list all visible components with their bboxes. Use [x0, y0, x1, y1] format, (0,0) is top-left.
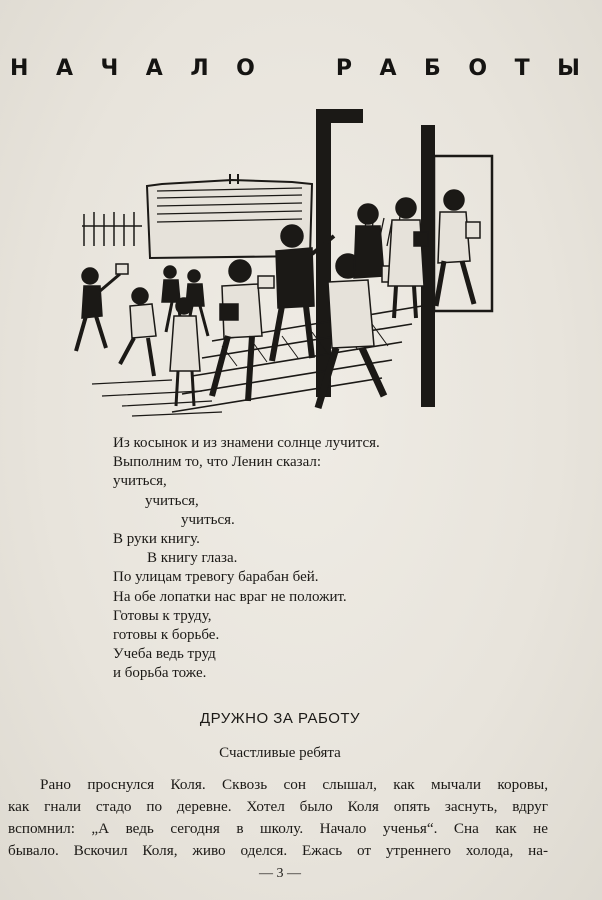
poem-line: На обе лопатки нас враг не положит. — [113, 588, 347, 605]
heading-letter: Т — [514, 56, 540, 81]
heading-letter: Л — [190, 56, 219, 81]
poem-line: готовы к борьбе. — [113, 627, 220, 644]
poem-line: Учеба ведь труд — [113, 646, 216, 663]
poem-line: В руки книгу. — [113, 531, 200, 548]
prose-line: Рано проснулся Коля. Сквозь сон слышал, как мычали коровы, — [40, 776, 548, 793]
heading-letter: О — [236, 56, 265, 81]
woodcut-illustration — [62, 96, 502, 426]
heading-letter: Ы — [557, 56, 590, 81]
heading-letter: Н — [10, 56, 39, 81]
prose-line: как гнали стадо по деревне. Хотел было Коля опять заснуть, вдруг — [8, 798, 548, 815]
poem-line: Готовы к труду, — [113, 607, 212, 624]
section-title: ДРУЖНО ЗА РАБОТУ — [199, 710, 361, 727]
boy-in-doorway — [436, 190, 480, 306]
poem-line: Из косынок и из знамени солнце лучится. — [113, 435, 380, 451]
heading-letter: А — [55, 56, 83, 81]
heading-letter: Ч — [100, 56, 129, 81]
heading-letter: А — [145, 56, 173, 81]
heading-letter: А — [379, 56, 407, 81]
girl-left — [170, 298, 200, 406]
section-subtitle: Счастливые ребята — [219, 745, 341, 761]
poem-line: учиться, — [113, 473, 167, 490]
heading-letter: О — [468, 56, 498, 81]
child-running-second — [120, 288, 156, 376]
ground-lines — [92, 380, 222, 416]
porch-post-right — [422, 126, 434, 406]
prose-paragraph — [8, 774, 548, 862]
heading-word-gap — [282, 56, 318, 81]
poem-line: учиться. — [181, 511, 235, 528]
page-heading — [10, 56, 590, 81]
poem-line: учиться, — [145, 492, 199, 509]
poem-line: В книгу глаза. — [147, 550, 238, 567]
page-number: — 3 — — [259, 866, 301, 881]
poem-line: и борьба тоже. — [113, 665, 207, 682]
prose-line: вспомнил: „А ведь сегодня в школу. Начало ученья“. Сна как не — [8, 820, 548, 837]
heading-letter: Б — [424, 56, 451, 81]
fence — [82, 212, 142, 246]
poem-line: По улицам тревогу барабан бей. — [113, 569, 319, 586]
child-running-left — [76, 264, 128, 351]
poem — [113, 434, 533, 684]
heading-letter: Р — [335, 56, 362, 81]
poem-line: Выполним то, что Ленин сказал: — [113, 454, 322, 471]
steps — [172, 306, 422, 412]
boy-center — [212, 260, 262, 401]
prose-line: бывало. Вскочил Коля, живо оделся. Ежась от утреннего холода, на- — [8, 842, 548, 859]
